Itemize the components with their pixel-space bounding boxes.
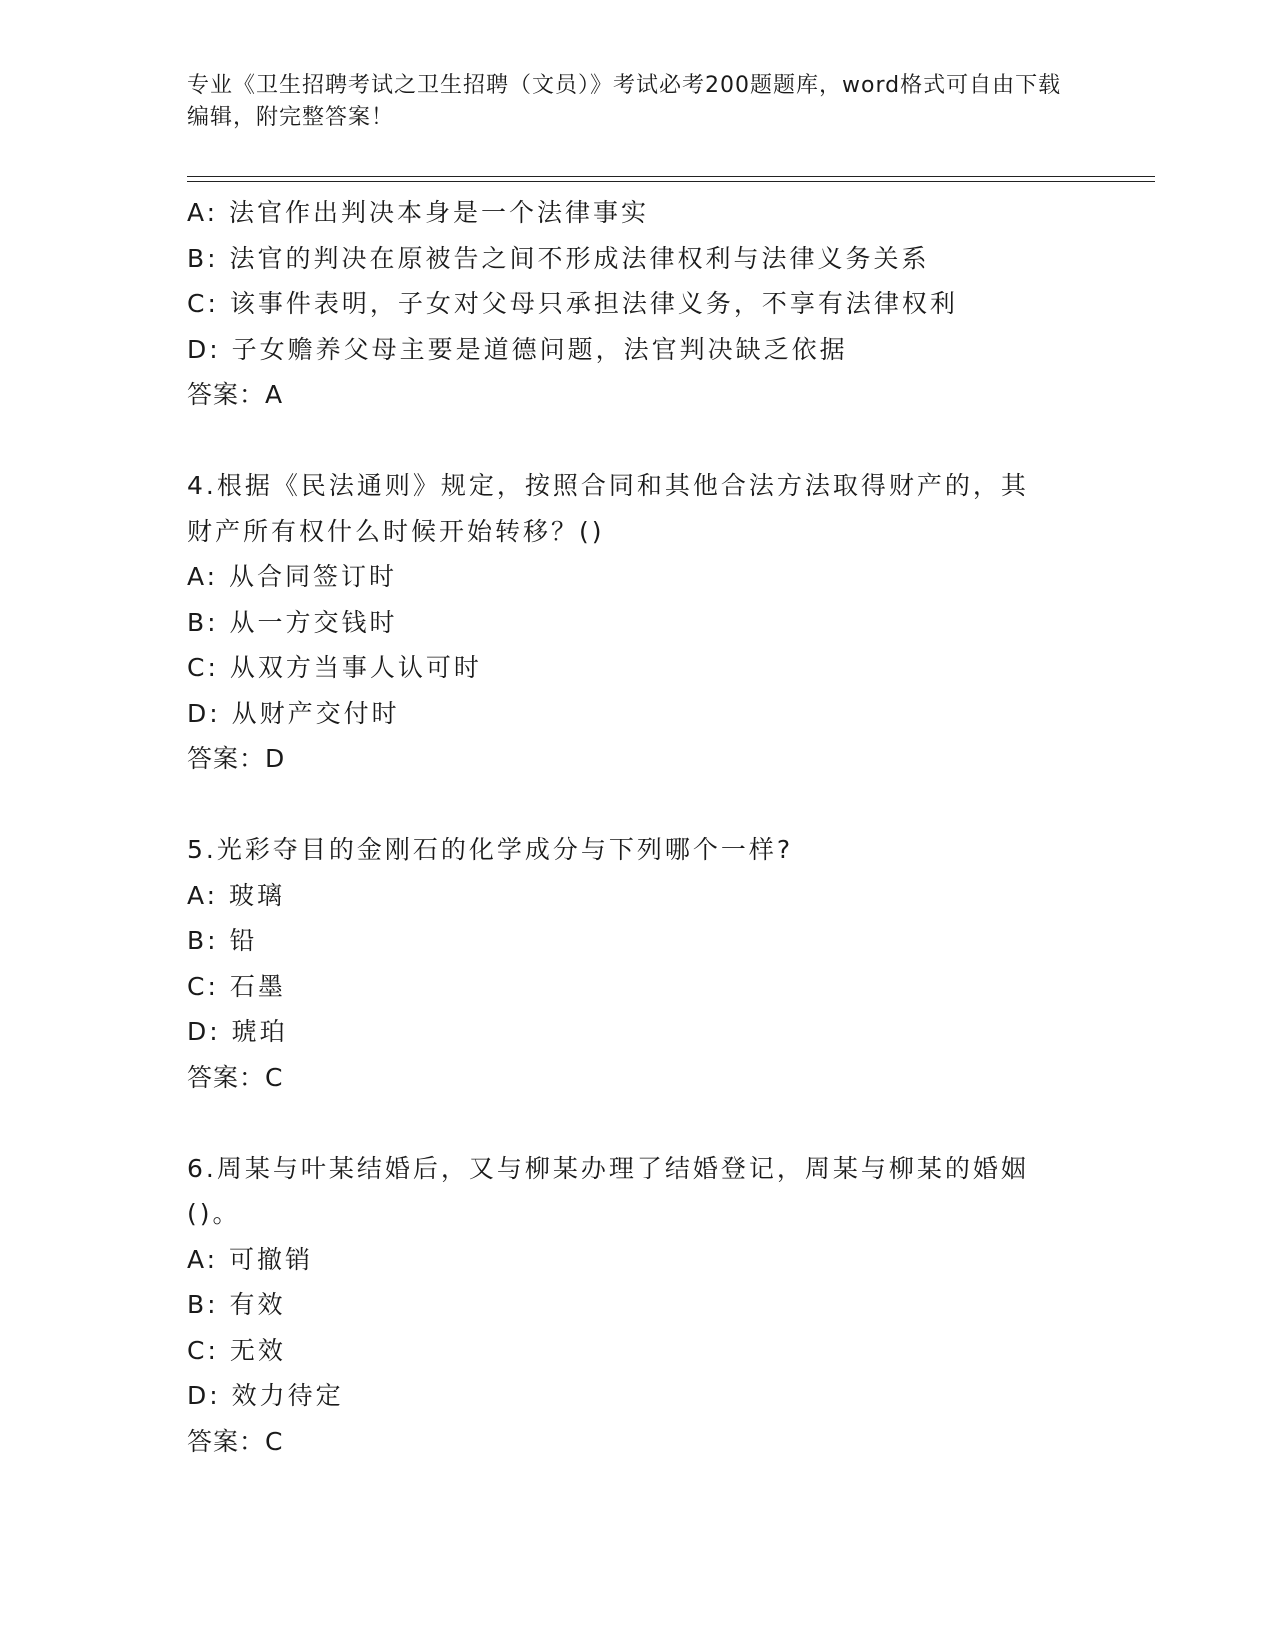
answer: 答案：D: [187, 744, 286, 773]
option-c: C: 从双方当事人认可时: [187, 653, 482, 682]
spacer: [187, 1100, 1067, 1146]
option-c: C: 石墨: [187, 971, 286, 1001]
header-divider-top: [187, 176, 1155, 177]
question-3: [187, 190, 1067, 418]
answer: 答案：C: [187, 1426, 284, 1456]
question-stem: 5.光彩夺目的金刚石的化学成分与下列哪个一样?: [187, 835, 794, 864]
option-d: D: 效力待定: [187, 1381, 344, 1410]
option-b: B: 从一方交钱时: [187, 607, 398, 637]
option-c: C: 无效: [187, 1335, 286, 1365]
header-divider-bottom: [187, 181, 1155, 182]
option-b: B: 铅: [187, 926, 258, 955]
question-4: [187, 463, 1067, 782]
answer: 答案：A: [187, 380, 284, 409]
question-stem: 6.周某与叶某结婚后，又与柳某办理了结婚登记，周某与柳某的婚姻: [187, 1153, 1029, 1183]
answer: 答案：C: [187, 1062, 284, 1092]
option-b: B: 有效: [187, 1290, 286, 1319]
option-b: B: 法官的判决在原被告之间不形成法律权利与法律义务关系: [187, 243, 930, 273]
option-a: A: 从合同签订时: [187, 562, 398, 591]
header-text: 专业《卫生招聘考试之卫生招聘（文员）》考试必考200题题库，word格式可自由下载编辑，附完整答案！: [187, 73, 1062, 130]
option-d: D: 子女赡养父母主要是道德问题，法官判决缺乏依据: [187, 334, 848, 364]
option-a: A: 玻璃: [187, 880, 286, 910]
option-d: D: 琥珀: [187, 1017, 288, 1046]
option-d: D: 从财产交付时: [187, 698, 400, 728]
question-5: [187, 827, 1067, 1100]
spacer: [187, 782, 1067, 828]
question-stem-continued: ()。: [187, 1199, 241, 1228]
question-stem: 4.根据《民法通则》规定，按照合同和其他合法方法取得财产的，其: [187, 471, 1029, 500]
option-a: A: 法官作出判决本身是一个法律事实: [187, 198, 650, 227]
option-a: A: 可撤销: [187, 1244, 314, 1274]
question-stem-continued: 财产所有权什么时候开始转移？(): [187, 516, 605, 546]
question-6: [187, 1146, 1067, 1465]
option-c: C: 该事件表明，子女对父母只承担法律义务，不享有法律权利: [187, 289, 958, 318]
spacer: [187, 418, 1067, 464]
question-list: [187, 190, 1067, 1464]
document-header: [187, 70, 1067, 134]
